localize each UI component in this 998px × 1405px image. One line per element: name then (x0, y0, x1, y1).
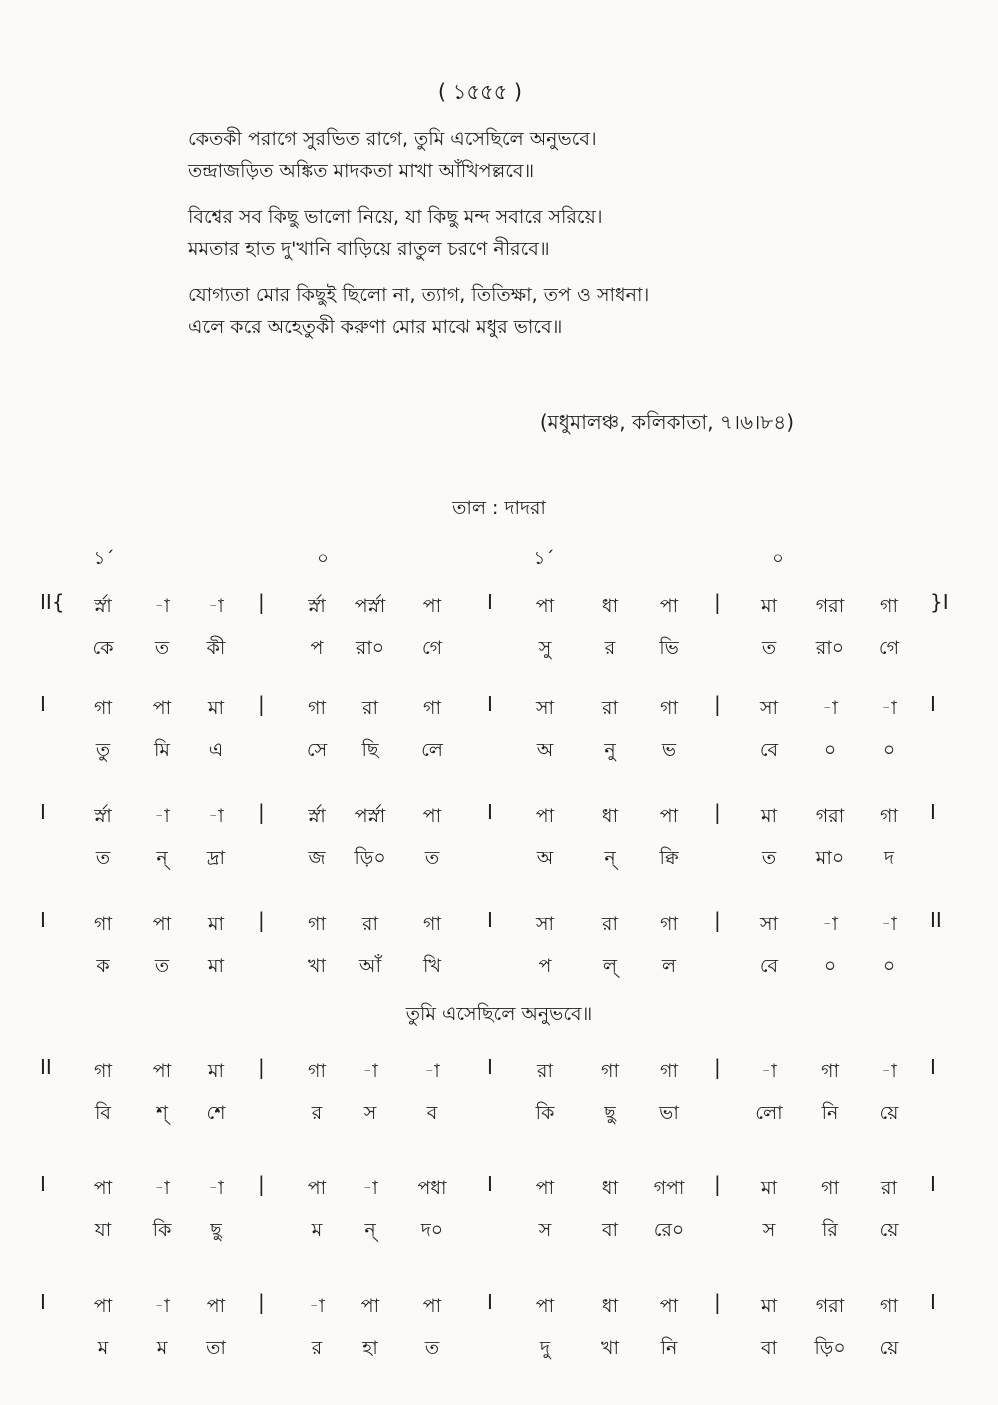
lyric-cell: লে (421, 739, 443, 761)
bar-line: I (930, 1172, 936, 1196)
bar-line: | (714, 800, 721, 824)
lyric-cell: বে (759, 739, 779, 761)
lyric-cell: ন্ (156, 847, 168, 869)
bar-line: I (40, 800, 46, 824)
lyric-cell: অ (536, 739, 554, 761)
note-cell: রা (602, 697, 618, 719)
bar-line: I (487, 1055, 493, 1079)
lyric-cell: শ্ (156, 1102, 168, 1124)
lyric-cell: য়ে (879, 1102, 899, 1124)
bar-line: I (487, 1290, 493, 1314)
note-cell: -া (154, 1177, 170, 1199)
note-cell: -া (424, 1060, 440, 1082)
lyric-cell: অ (536, 847, 554, 869)
lyric-cell: র (311, 1102, 323, 1124)
note-cell: গা (821, 1060, 839, 1082)
lyric-cell: ড়ি০ (354, 847, 386, 869)
note-cell: গা (660, 697, 678, 719)
note-cell: সা (535, 913, 555, 935)
beat-marker: ১´ (533, 548, 555, 569)
note-cell: মা (207, 913, 225, 935)
note-cell: পা (93, 1295, 113, 1317)
note-cell: গরা (815, 1295, 845, 1317)
note-cell: র্স্না (308, 595, 326, 617)
lyric-cell: সু (538, 637, 552, 659)
lyric-cell: জ (308, 847, 326, 869)
poem-block (188, 123, 888, 357)
note-cell: ধা (601, 1295, 619, 1317)
bar-line: II (40, 1055, 52, 1079)
lyric-cell: দ০ (420, 1219, 444, 1241)
lyric-cell: কী (206, 637, 226, 659)
bar-line: | (714, 1055, 721, 1079)
lyric-cell: ক্বি (659, 847, 679, 869)
lyric-cell: ত (424, 847, 440, 869)
lyric-cell: বা (760, 1337, 778, 1359)
lyric-cell: ম (156, 1337, 168, 1359)
bar-line: II (930, 908, 942, 932)
beat-marker: ১´ (93, 548, 115, 569)
note-cell: মা (760, 1295, 778, 1317)
poem-line: কেতকী পরাগে সুরভিত রাগে, তুমি এসেছিলে অনুভবে। (188, 128, 597, 150)
notation-row (0, 690, 998, 790)
lyric-cell: খা (601, 1337, 619, 1359)
note-cell: গরা (815, 805, 845, 827)
lyric-cell: ত (154, 637, 170, 659)
lyric-cell: মা (207, 955, 225, 977)
note-cell: মা (760, 595, 778, 617)
note-cell: পা (659, 805, 679, 827)
note-cell: পর্স্না (354, 805, 386, 827)
note-cell: ধা (601, 595, 619, 617)
lyric-cell: ক (96, 955, 110, 977)
note-cell: -া (822, 913, 838, 935)
note-cell: গা (880, 595, 898, 617)
note-cell: -া (154, 805, 170, 827)
lyric-cell: ছি (361, 739, 379, 761)
note-cell: পা (535, 1295, 555, 1317)
note-cell: মা (760, 1177, 778, 1199)
lyric-cell: ছু (210, 1219, 222, 1241)
note-cell: রা (362, 913, 378, 935)
lyric-cell: ব (426, 1102, 438, 1124)
note-cell: পা (659, 595, 679, 617)
note-cell: পধা (417, 1177, 447, 1199)
bar-line: }I (930, 590, 949, 614)
note-cell: -া (208, 1177, 224, 1199)
bar-line: I (930, 800, 936, 824)
lyric-cell: ম (97, 1337, 109, 1359)
bar-line: I (40, 1290, 46, 1314)
poem-stanza (188, 279, 888, 343)
note-cell: পা (422, 805, 442, 827)
note-cell: র্স্না (94, 805, 112, 827)
note-cell: গা (660, 913, 678, 935)
tala-heading: তাল : দাদরা (452, 497, 546, 519)
note-cell: রা (602, 913, 618, 935)
bar-line: II{ (40, 590, 65, 614)
lyric-cell: ত (761, 847, 777, 869)
note-cell: পা (93, 1177, 113, 1199)
beat-marker: ০ (772, 548, 784, 569)
note-cell: পা (422, 595, 442, 617)
lyric-cell: গে (878, 637, 900, 659)
bar-line: | (258, 1290, 265, 1314)
note-cell: গা (601, 1060, 619, 1082)
note-cell: গা (423, 697, 441, 719)
note-cell: -া (822, 697, 838, 719)
bar-line: I (487, 692, 493, 716)
note-cell: গা (308, 913, 326, 935)
note-cell: রা (537, 1060, 553, 1082)
bar-line: | (714, 692, 721, 716)
note-cell: ধা (601, 805, 619, 827)
note-cell: রা (881, 1177, 897, 1199)
bar-line: I (40, 908, 46, 932)
note-cell: সা (759, 913, 779, 935)
notation-row (0, 1053, 998, 1153)
bar-line: | (714, 1172, 721, 1196)
lyric-cell: কি (535, 1102, 555, 1124)
lyric-cell: কি (152, 1219, 172, 1241)
lyric-cell: হা (362, 1337, 378, 1359)
lyric-cell: লো (755, 1102, 783, 1124)
note-cell: পা (152, 1060, 172, 1082)
lyric-cell: শে (206, 1102, 226, 1124)
lyric-cell: নি (660, 1337, 678, 1359)
lyric-cell: দু (540, 1337, 550, 1359)
note-cell: -া (208, 805, 224, 827)
note-cell: মা (207, 1060, 225, 1082)
lyric-cell: ম (311, 1219, 323, 1241)
lyric-cell: বা (601, 1219, 619, 1241)
note-cell: পা (659, 1295, 679, 1317)
note-cell: মা (207, 697, 225, 719)
bar-line: | (258, 1172, 265, 1196)
lyric-cell: খি (423, 955, 441, 977)
bar-line: I (930, 1290, 936, 1314)
lyric-cell: ল্ (602, 955, 618, 977)
note-cell: -া (881, 913, 897, 935)
lyric-cell: স (363, 1102, 377, 1124)
bar-line: I (487, 908, 493, 932)
lyric-cell: তু (95, 739, 111, 761)
lyric-cell: ভা (659, 1102, 679, 1124)
note-cell: গা (423, 913, 441, 935)
note-cell: গা (94, 913, 112, 935)
bar-line: | (258, 908, 265, 932)
lyric-cell: মা০ (815, 847, 845, 869)
note-cell: রা (362, 697, 378, 719)
lyric-cell: দ্রা (206, 847, 226, 869)
notation-row (0, 588, 998, 688)
note-cell: -া (881, 697, 897, 719)
lyric-cell: আঁ (358, 955, 382, 977)
beat-markers (0, 544, 998, 574)
lyric-cell: ড়ি০ (814, 1337, 846, 1359)
lyric-cell: স (538, 1219, 552, 1241)
note-cell: ধা (601, 1177, 619, 1199)
lyric-cell: প (538, 955, 552, 977)
lyric-cell: নু (604, 739, 616, 761)
note-cell: -া (362, 1177, 378, 1199)
note-cell: গা (880, 1295, 898, 1317)
lyric-cell: ন্ (604, 847, 616, 869)
note-cell: সা (535, 697, 555, 719)
lyric-cell: তা (206, 1337, 226, 1359)
lyric-cell: ত (95, 847, 111, 869)
lyric-cell: গে (421, 637, 443, 659)
source-citation: (মধুমালঞ্চ, কলিকাতা, ৭।৬।৮৪) (539, 410, 794, 434)
lyric-cell: ০ (823, 955, 837, 977)
note-cell: পা (422, 1295, 442, 1317)
lyric-cell: বে (759, 955, 779, 977)
note-cell: পা (535, 595, 555, 617)
note-cell: গা (308, 1060, 326, 1082)
note-cell: পা (152, 913, 172, 935)
bar-line: I (40, 692, 46, 716)
lyric-cell: ভি (659, 637, 679, 659)
note-cell: গা (308, 697, 326, 719)
bar-line: | (258, 800, 265, 824)
bar-line: I (487, 800, 493, 824)
note-cell: পা (152, 697, 172, 719)
note-cell: -া (761, 1060, 777, 1082)
note-cell: -া (881, 1060, 897, 1082)
poem-line: বিশ্বের সব কিছু ভালো নিয়ে, যা কিছু মন্দ সবারে সরিয়ে। (188, 206, 603, 228)
bar-line: | (258, 692, 265, 716)
bar-line: | (258, 590, 265, 614)
lyric-cell: রা০ (815, 637, 845, 659)
lyric-cell: ন্ (364, 1219, 376, 1241)
lyric-cell: ত (154, 955, 170, 977)
lyric-cell: রি (822, 1219, 838, 1241)
page-number: ( ১৫৫৫ ) (437, 80, 523, 104)
lyric-cell: নি (821, 1102, 839, 1124)
note-cell: পা (535, 1177, 555, 1199)
note-cell: পা (535, 805, 555, 827)
note-cell: মা (760, 805, 778, 827)
lyric-cell: য়ে (879, 1337, 899, 1359)
bar-line: | (714, 908, 721, 932)
bar-line: I (487, 590, 493, 614)
note-cell: -া (154, 1295, 170, 1317)
note-cell: গা (660, 1060, 678, 1082)
bar-line: | (258, 1055, 265, 1079)
notation-row (0, 906, 998, 1006)
notation-row (0, 798, 998, 898)
lyric-cell: মি (154, 739, 170, 761)
lyric-cell: কে (92, 637, 114, 659)
lyric-cell: ছু (604, 1102, 616, 1124)
bar-line: I (40, 1172, 46, 1196)
refrain-line: তুমি এসেছিলে অনুভবে॥ (405, 1003, 593, 1025)
note-cell: গা (880, 805, 898, 827)
lyric-cell: প (310, 637, 324, 659)
lyric-cell: ০ (882, 739, 896, 761)
note-cell: পা (206, 1295, 226, 1317)
lyric-cell: রে০ (653, 1219, 685, 1241)
beat-marker: ০ (317, 548, 329, 569)
note-cell: পা (360, 1295, 380, 1317)
lyric-cell: ০ (882, 955, 896, 977)
poem-stanza (188, 201, 888, 265)
notation-row (0, 1288, 998, 1388)
lyric-cell: এ (208, 739, 224, 761)
note-cell: -া (309, 1295, 325, 1317)
bar-line: | (714, 590, 721, 614)
note-cell: পর্স্না (354, 595, 386, 617)
lyric-cell: ০ (823, 739, 837, 761)
poem-line: তন্দ্রাজড়িত অঙ্কিত মাদকতা মাখা আঁখিপল্লবে॥ (188, 160, 535, 182)
lyric-cell: সে (306, 739, 328, 761)
lyric-cell: স (762, 1219, 776, 1241)
bar-line: I (930, 1055, 936, 1079)
poem-line: মমতার হাত দু'খানি বাড়িয়ে রাতুল চরণে নীরবে॥ (188, 238, 550, 260)
lyric-cell: য়ে (879, 1219, 899, 1241)
note-cell: গরা (815, 595, 845, 617)
lyric-cell: র (604, 637, 616, 659)
poem-stanza (188, 123, 888, 187)
notation-row (0, 1170, 998, 1270)
poem-line: যোগ্যতা মোর কিছুই ছিলো না, ত্যাগ, তিতিক্ষা, তপ ও সাধনা। (188, 284, 650, 306)
note-cell: গা (94, 697, 112, 719)
note-cell: পা (307, 1177, 327, 1199)
bar-line: I (487, 1172, 493, 1196)
note-cell: র্স্না (94, 595, 112, 617)
lyric-cell: ল (661, 955, 677, 977)
lyric-cell: খা (308, 955, 326, 977)
note-cell: গা (821, 1177, 839, 1199)
lyric-cell: ভ (661, 739, 677, 761)
lyric-cell: র (311, 1337, 323, 1359)
lyric-cell: বি (94, 1102, 112, 1124)
poem-line: এলে করে অহেতুকী করুণা মোর মাঝে মধুর ভাবে॥ (188, 316, 563, 338)
note-cell: -া (208, 595, 224, 617)
note-cell: সা (759, 697, 779, 719)
lyric-cell: দ (884, 847, 894, 869)
bar-line: I (930, 692, 936, 716)
lyric-cell: ত (424, 1337, 440, 1359)
note-cell: গা (94, 1060, 112, 1082)
lyric-cell: ত (761, 637, 777, 659)
note-cell: -া (362, 1060, 378, 1082)
lyric-cell: যা (94, 1219, 112, 1241)
note-cell: গপা (653, 1177, 685, 1199)
note-cell: র্স্না (308, 805, 326, 827)
bar-line: | (714, 1290, 721, 1314)
lyric-cell: রা০ (355, 637, 385, 659)
note-cell: -া (154, 595, 170, 617)
